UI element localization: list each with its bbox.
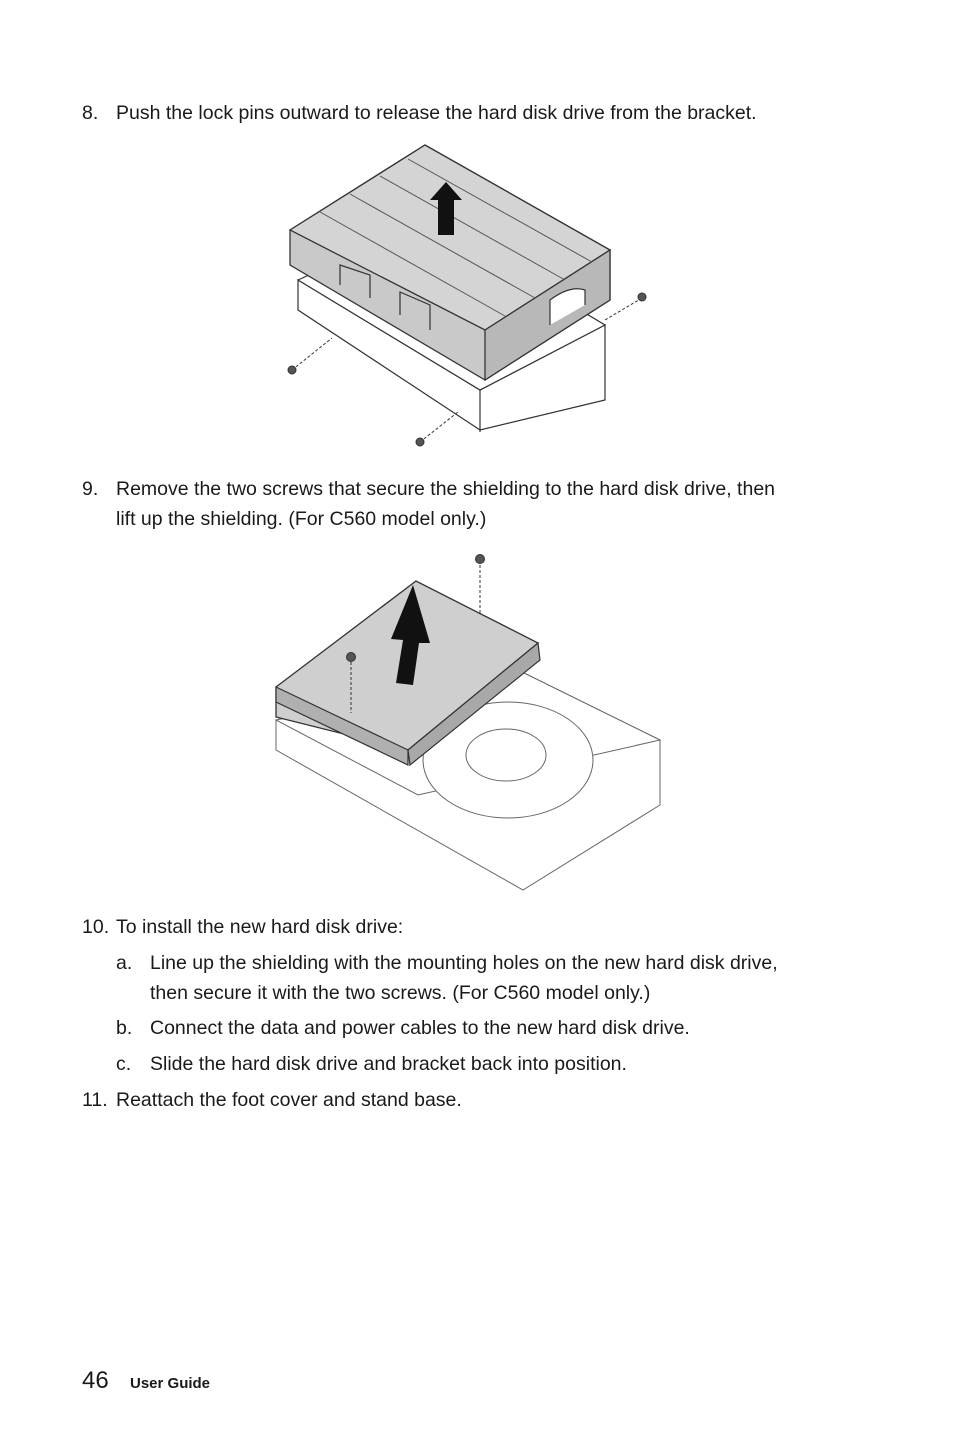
step-10b bbox=[116, 1013, 856, 1043]
bracket-removal-illustration bbox=[280, 140, 660, 460]
substep-text-line-2: then secure it with the two screws. (For C560 model only.) bbox=[150, 982, 651, 1004]
step-10 bbox=[82, 912, 862, 942]
footer-label: User Guide bbox=[130, 1375, 211, 1392]
substep-letter: b. bbox=[116, 1017, 133, 1039]
substep-text: Slide the hard disk drive and bracket back into position. bbox=[150, 1053, 627, 1075]
step-text: Reattach the foot cover and stand base. bbox=[116, 1089, 462, 1111]
shielding-removal-illustration bbox=[268, 545, 668, 895]
substep-letter: c. bbox=[116, 1053, 132, 1075]
page-number: 46 bbox=[82, 1367, 109, 1394]
step-text: To install the new hard disk drive: bbox=[116, 916, 404, 938]
step-10a bbox=[116, 948, 856, 1008]
substep-text: Connect the data and power cables to the new hard disk drive. bbox=[150, 1017, 690, 1039]
step-9 bbox=[82, 474, 862, 534]
step-number: 11. bbox=[82, 1089, 108, 1111]
step-text-line-2: lift up the shielding. (For C560 model only.) bbox=[116, 508, 487, 530]
step-10c bbox=[116, 1049, 856, 1079]
step-number: 8. bbox=[82, 102, 99, 124]
substep-letter: a. bbox=[116, 952, 133, 974]
step-8 bbox=[82, 98, 862, 128]
step-number: 9. bbox=[82, 478, 99, 500]
step-text-line-1: Remove the two screws that secure the shielding to the hard disk drive, then bbox=[116, 478, 776, 500]
step-11 bbox=[82, 1085, 862, 1115]
substep-text-line-1: Line up the shielding with the mounting holes on the new hard disk drive, bbox=[150, 952, 778, 974]
step-number: 10. bbox=[82, 916, 110, 938]
step-text: Push the lock pins outward to release the hard disk drive from the bracket. bbox=[116, 102, 757, 124]
